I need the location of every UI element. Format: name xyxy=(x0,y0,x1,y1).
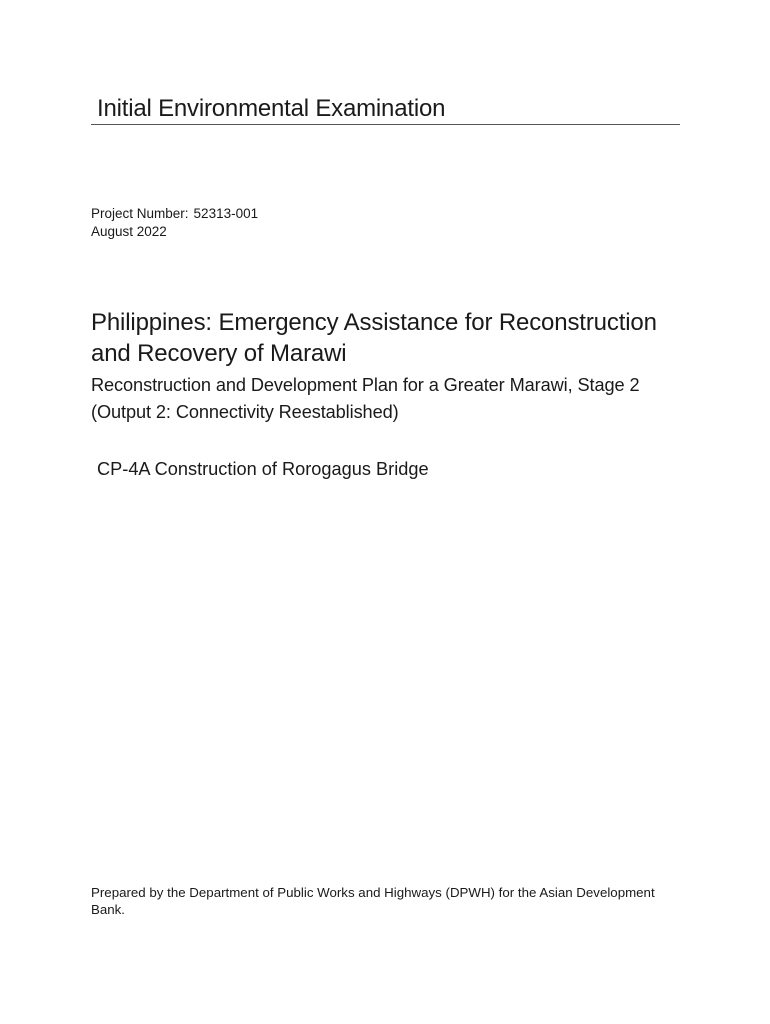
prepared-by-note xyxy=(91,884,691,918)
project-number: 52313-001 xyxy=(193,206,259,221)
subtitle-line-1: Reconstruction and Development Plan for a Greater Marawi, Stage 2 xyxy=(91,375,640,395)
package-title: CP-4A Construction of Rorogagus Bridge xyxy=(97,459,429,479)
document-type-header xyxy=(91,95,680,125)
project-number-line xyxy=(91,205,258,223)
document-date: August 2022 xyxy=(91,224,167,239)
main-title-line-1: Philippines: Emergency Assistance for Reconstruction xyxy=(91,309,657,336)
subtitle xyxy=(91,372,731,426)
prepared-by-line-2: Bank. xyxy=(91,902,126,917)
project-number-label: Project Number: xyxy=(91,206,189,221)
document-type-title: Initial Environmental Examination xyxy=(97,95,446,122)
main-title-line-2: and Recovery of Marawi xyxy=(91,340,347,367)
main-title xyxy=(91,307,711,369)
prepared-by-line-1: Prepared by the Department of Public Works and Highways (DPWH) for the Asian Development xyxy=(91,885,655,900)
subtitle-line-2: (Output 2: Connectivity Reestablished) xyxy=(91,402,399,422)
project-meta xyxy=(91,205,258,241)
